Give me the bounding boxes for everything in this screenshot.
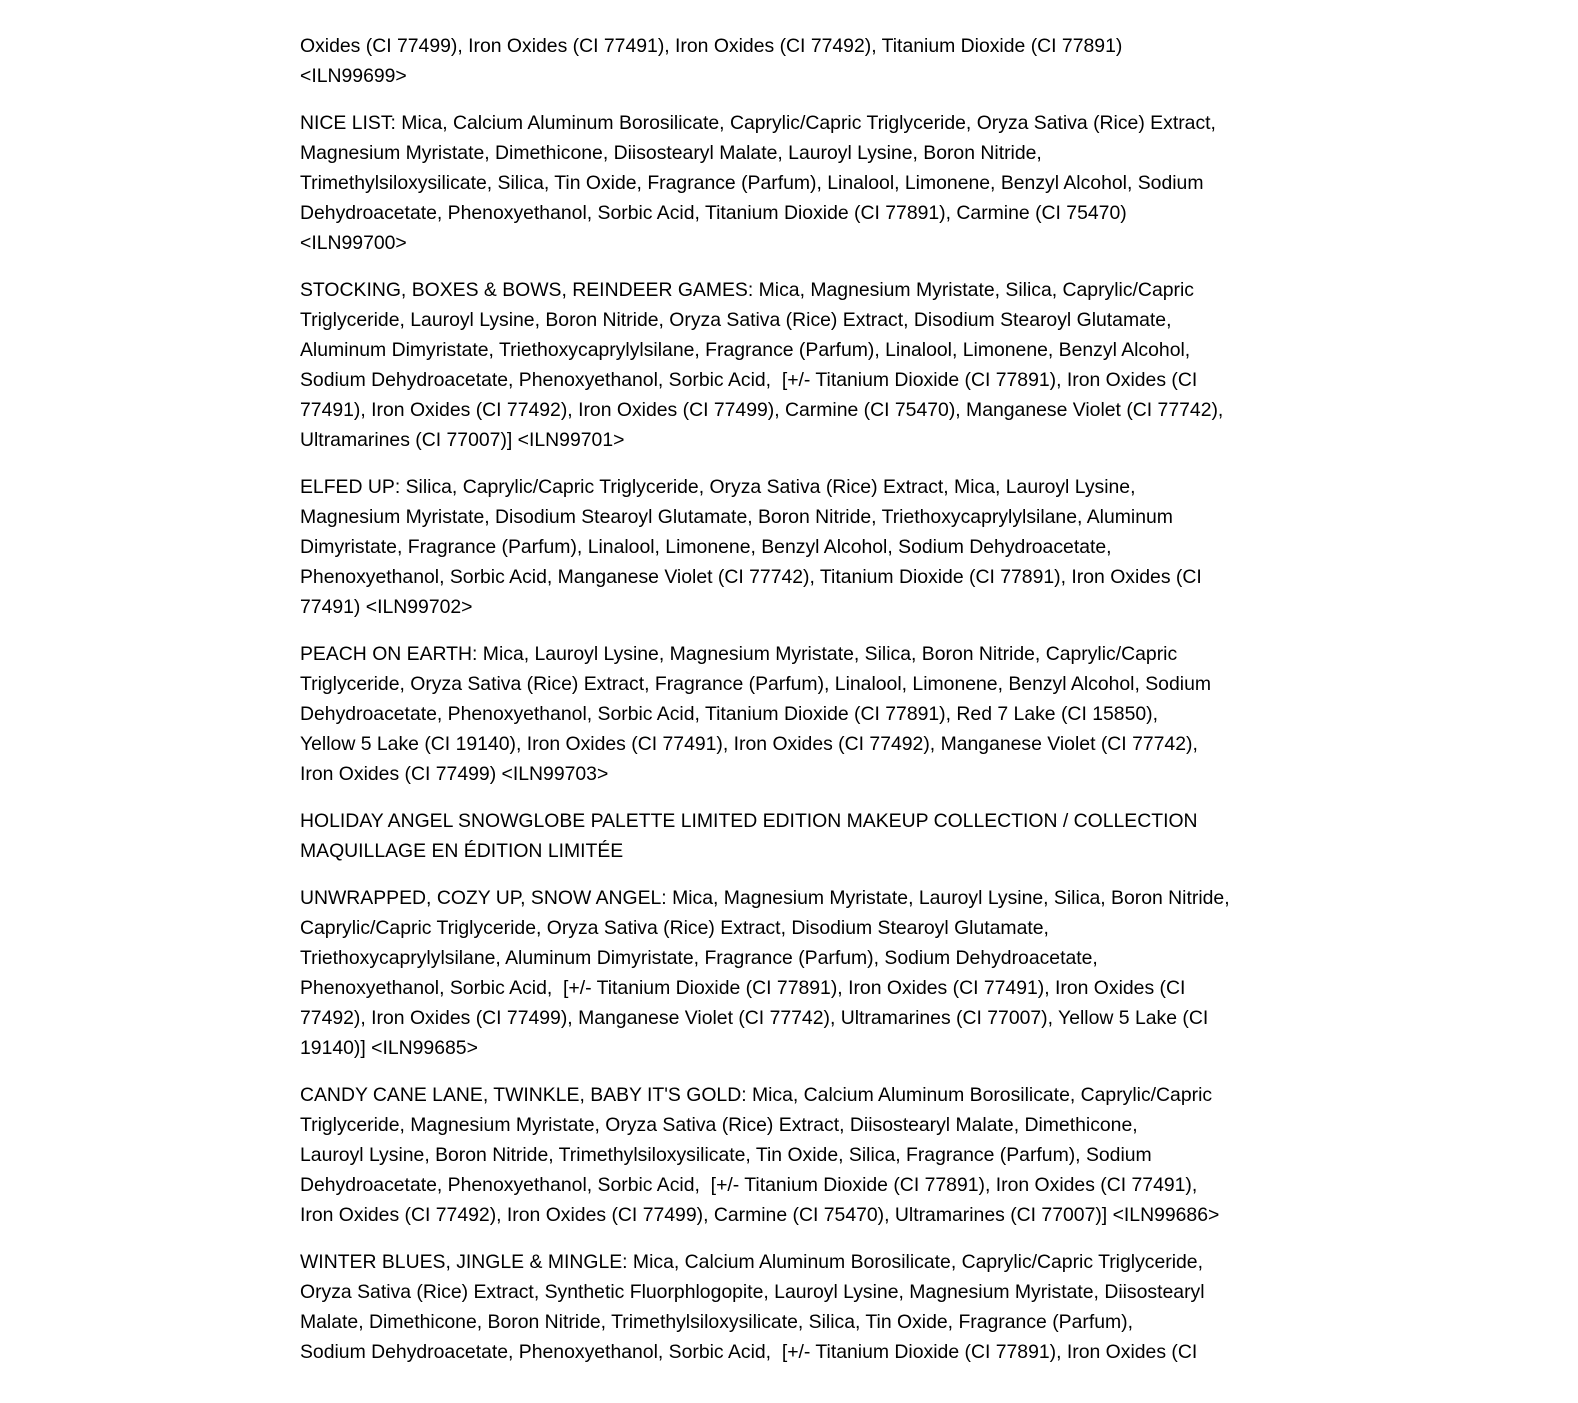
ingredient-paragraph: [300, 639, 1285, 789]
text-line: Lauroyl Lysine, Boron Nitride, Trimethylsiloxysilicate, Tin Oxide, Silica, Fragrance (Parfum), Sodium: [300, 1144, 1152, 1166]
text-line: Magnesium Myristate, Disodium Stearoyl Glutamate, Boron Nitride, Triethoxycaprylylsilane, Aluminum: [300, 506, 1173, 528]
text-line: Aluminum Dimyristate, Triethoxycaprylylsilane, Fragrance (Parfum), Linalool, Limonene, Benzyl Alcohol,: [300, 339, 1191, 361]
text-line: Dehydroacetate, Phenoxyethanol, Sorbic Acid, Titanium Dioxide (CI 77891), Carmine (CI 75470): [300, 202, 1127, 224]
ingredient-paragraph: [300, 275, 1285, 455]
text-line: 77491) <ILN99702>: [300, 596, 473, 618]
text-line: <ILN99700>: [300, 232, 407, 254]
text-line: Oryza Sativa (Rice) Extract, Synthetic Fluorphlogopite, Lauroyl Lysine, Magnesium Myristate, Diisostearyl: [300, 1281, 1205, 1303]
text-line: Malate, Dimethicone, Boron Nitride, Trimethylsiloxysilicate, Silica, Tin Oxide, Fragrance (Parfum),: [300, 1311, 1134, 1333]
text-line: 77492), Iron Oxides (CI 77499), Manganese Violet (CI 77742), Ultramarines (CI 77007), Yellow 5 Lake (CI: [300, 1007, 1209, 1029]
text-line: Oxides (CI 77499), Iron Oxides (CI 77491), Iron Oxides (CI 77492), Titanium Dioxide (CI 77891): [300, 35, 1123, 57]
text-line: Triglyceride, Lauroyl Lysine, Boron Nitride, Oryza Sativa (Rice) Extract, Disodium Stearoyl Glutamate,: [300, 309, 1172, 331]
ingredient-paragraph: [300, 31, 1285, 91]
ingredient-paragraph: [300, 1247, 1285, 1367]
text-line: Dimyristate, Fragrance (Parfum), Linalool, Limonene, Benzyl Alcohol, Sodium Dehydroacetate,: [300, 536, 1112, 558]
text-line: MAQUILLAGE EN ÉDITION LIMITÉE: [300, 840, 624, 862]
text-line: Phenoxyethanol, Sorbic Acid, Manganese Violet (CI 77742), Titanium Dioxide (CI 77891), Iron Oxides (CI: [300, 566, 1202, 588]
text-line: Sodium Dehydroacetate, Phenoxyethanol, Sorbic Acid, [+/- Titanium Dioxide (CI 77891), Iron Oxides (CI: [300, 1341, 1198, 1363]
text-line: CANDY CANE LANE, TWINKLE, BABY IT'S GOLD: Mica, Calcium Aluminum Borosilicate, Caprylic/Capric: [300, 1084, 1213, 1106]
text-line: NICE LIST: Mica, Calcium Aluminum Borosilicate, Caprylic/Capric Triglyceride, Oryza Sativa (Rice) Extract,: [300, 112, 1216, 134]
text-line: <ILN99699>: [300, 65, 407, 87]
text-line: Trimethylsiloxysilicate, Silica, Tin Oxide, Fragrance (Parfum), Linalool, Limonene, Benzyl Alcohol, Sodium: [300, 172, 1204, 194]
text-line: Dehydroacetate, Phenoxyethanol, Sorbic Acid, [+/- Titanium Dioxide (CI 77891), Iron Oxides (CI 77491),: [300, 1174, 1198, 1196]
text-line: Phenoxyethanol, Sorbic Acid, [+/- Titanium Dioxide (CI 77891), Iron Oxides (CI 77491), Iron Oxides (CI: [300, 977, 1186, 999]
ingredient-paragraph: [300, 108, 1285, 258]
text-line: ELFED UP: Silica, Caprylic/Capric Triglyceride, Oryza Sativa (Rice) Extract, Mica, Lauroyl Lysine,: [300, 476, 1136, 498]
ingredient-paragraph: [300, 806, 1285, 866]
text-line: Sodium Dehydroacetate, Phenoxyethanol, Sorbic Acid, [+/- Titanium Dioxide (CI 77891), Iron Oxides (CI: [300, 369, 1198, 391]
text-line: Yellow 5 Lake (CI 19140), Iron Oxides (CI 77491), Iron Oxides (CI 77492), Manganese Violet (CI 77742),: [300, 733, 1198, 755]
text-line: 77491), Iron Oxides (CI 77492), Iron Oxides (CI 77499), Carmine (CI 75470), Manganese Violet (CI 77742),: [300, 399, 1224, 421]
text-line: 19140)] <ILN99685>: [300, 1037, 478, 1059]
text-line: Triethoxycaprylylsilane, Aluminum Dimyristate, Fragrance (Parfum), Sodium Dehydroacetate,: [300, 947, 1098, 969]
text-line: WINTER BLUES, JINGLE & MINGLE: Mica, Calcium Aluminum Borosilicate, Caprylic/Capric Triglyceride,: [300, 1251, 1203, 1273]
text-line: Caprylic/Capric Triglyceride, Oryza Sativa (Rice) Extract, Disodium Stearoyl Glutamate,: [300, 917, 1049, 939]
text-line: Ultramarines (CI 77007)] <ILN99701>: [300, 429, 625, 451]
text-line: UNWRAPPED, COZY UP, SNOW ANGEL: Mica, Magnesium Myristate, Lauroyl Lysine, Silica, Boron Nitride,: [300, 887, 1230, 909]
text-line: Magnesium Myristate, Dimethicone, Diisostearyl Malate, Lauroyl Lysine, Boron Nitride,: [300, 142, 1042, 164]
text-line: Iron Oxides (CI 77492), Iron Oxides (CI 77499), Carmine (CI 75470), Ultramarines (CI 77007)] <ILN99686>: [300, 1204, 1220, 1226]
text-line: Iron Oxides (CI 77499) <ILN99703>: [300, 763, 609, 785]
ingredient-document: [300, 31, 1285, 1384]
ingredient-paragraph: [300, 1080, 1285, 1230]
text-line: STOCKING, BOXES & BOWS, REINDEER GAMES: Mica, Magnesium Myristate, Silica, Caprylic/Capric: [300, 279, 1194, 301]
ingredient-paragraph: [300, 472, 1285, 622]
text-line: Triglyceride, Oryza Sativa (Rice) Extract, Fragrance (Parfum), Linalool, Limonene, Benzyl Alcohol, Sodium: [300, 673, 1211, 695]
text-line: Dehydroacetate, Phenoxyethanol, Sorbic Acid, Titanium Dioxide (CI 77891), Red 7 Lake (CI 15850),: [300, 703, 1158, 725]
ingredient-paragraph: [300, 883, 1285, 1063]
text-line: Triglyceride, Magnesium Myristate, Oryza Sativa (Rice) Extract, Diisostearyl Malate, Dimethicone,: [300, 1114, 1138, 1136]
text-line: HOLIDAY ANGEL SNOWGLOBE PALETTE LIMITED EDITION MAKEUP COLLECTION / COLLECTION: [300, 810, 1198, 832]
text-line: PEACH ON EARTH: Mica, Lauroyl Lysine, Magnesium Myristate, Silica, Boron Nitride, Caprylic/Capric: [300, 643, 1178, 665]
